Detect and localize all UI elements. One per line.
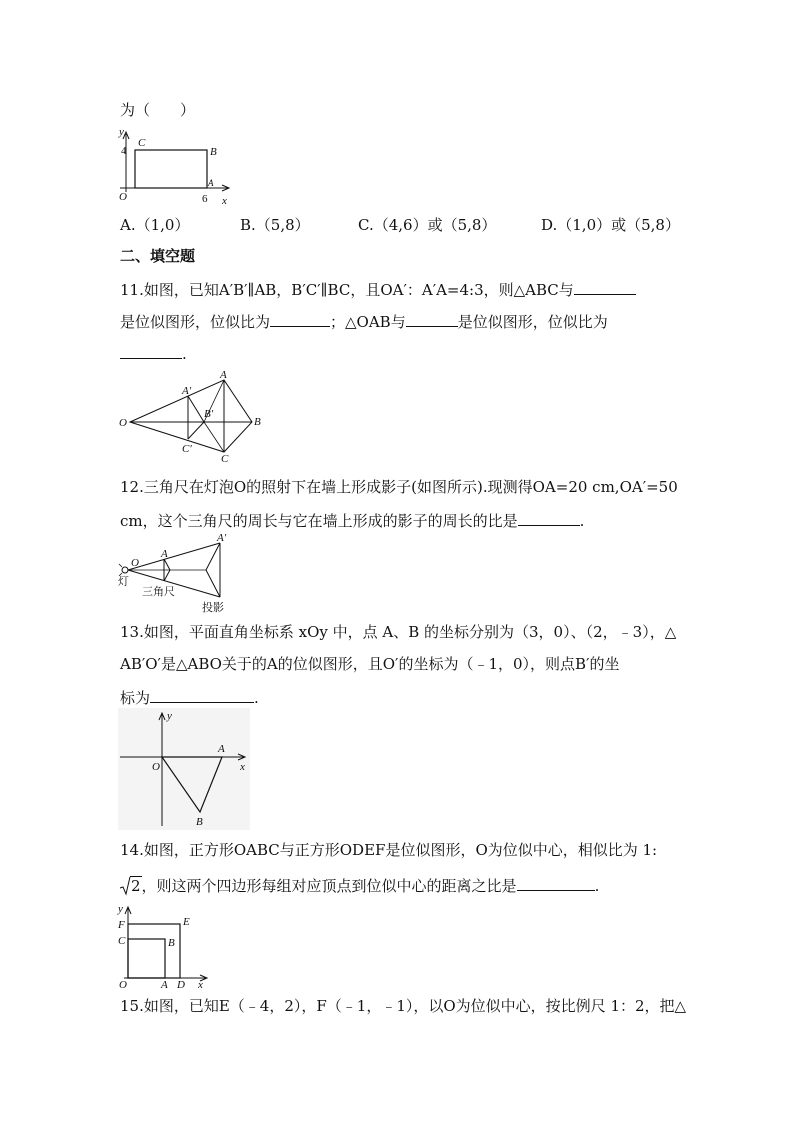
q11-line3 [120, 342, 187, 364]
q13-line2: AB′O′是△ABO关于的A的位似图形，且O′的坐标为（﹣1，0），则点B′的坐 [120, 655, 620, 673]
q10-label-y: y [119, 126, 124, 138]
q11-line2 [120, 310, 608, 332]
q10-label-c: C [138, 137, 146, 149]
q14-text2: ，则这两个四边形每组对应顶点到位似中心的距离之比是 [141, 877, 517, 895]
q12-label-ruler: 三角尺 [142, 586, 175, 598]
q14-label-y: y [118, 903, 123, 915]
q14-sqrt-value: 2 [131, 877, 141, 895]
q10-label-4: 4 [121, 145, 127, 157]
q14-line1: 14.如图，正方形OABC与正方形ODEF是位似图形，O为位似中心，相似比为 1: [120, 841, 658, 859]
q11-label-a-prime: A′ [182, 385, 192, 397]
q14-label-f: F [118, 919, 125, 931]
q14-label-a: A [161, 979, 168, 991]
q14-line2 [120, 874, 599, 896]
q13-label-a: A [218, 743, 225, 755]
q10-label-a: A [208, 178, 214, 188]
q10-label-b: B [210, 146, 217, 158]
q12-text2-end: . [579, 512, 585, 530]
q11-label-b-prime: B′ [204, 408, 214, 420]
q12-label-a: A [161, 548, 168, 560]
q10-figure [116, 126, 236, 208]
q12-label-shadow: 投影 [202, 602, 224, 614]
q12-line2 [120, 509, 584, 531]
q12-label-o: O [131, 557, 139, 569]
q14-label-d: D [177, 979, 185, 991]
q11-line1 [120, 278, 636, 300]
section-title: 二、填空题 [120, 247, 196, 265]
q10-option-d: D.（1,0）或（5,8） [541, 216, 680, 234]
q14-blank[interactable] [517, 874, 595, 891]
q11-label-c-prime: C′ [182, 443, 192, 455]
q14-sqrt [120, 876, 142, 896]
q12-line1: 12.三角尺在灯泡O的照射下在墙上形成影子(如图所示).现测得OA=20 cm,OA′=50 [120, 478, 678, 496]
q10-tail: 为（ ） [120, 101, 196, 119]
q11-text2c: 是位似图形，位似比为 [457, 313, 608, 331]
q13-label-y: y [167, 710, 172, 722]
q11-label-b: B [254, 416, 261, 428]
q13-label-o: O [152, 761, 160, 773]
q14-label-b: B [168, 937, 175, 949]
q12-label-lamp: 灯 [118, 576, 129, 588]
q14-label-c: C [118, 935, 126, 947]
q14-label-e: E [183, 916, 190, 928]
q12-text2: cm，这个三角尺的周长与它在墙上形成的影子的周长的比是 [120, 512, 518, 530]
q10-label-x: x [222, 195, 227, 207]
q11-text2b: ；△OAB与 [330, 313, 406, 331]
q11-blank2[interactable] [270, 310, 330, 327]
q13-figure [118, 708, 250, 830]
q14-label-x: x [198, 979, 203, 991]
q10-option-c: C.（4,6）或（5,8） [358, 216, 497, 234]
q13-blank[interactable] [150, 686, 254, 703]
q14-label-o: O [119, 979, 127, 991]
q13-line3 [120, 686, 259, 708]
q15-line1: 15.如图，已知E（﹣4，2），F（﹣1，﹣1），以O为位似中心，按比例尺 1：2，把△ [120, 997, 687, 1015]
q10-label-o: O [119, 191, 127, 203]
q12-label-a-prime: A′ [217, 532, 227, 544]
q10-option-b: B.（5,8） [240, 216, 310, 234]
q12-figure [116, 533, 246, 613]
q13-label-x: x [240, 761, 245, 773]
q13-text3-end: . [254, 689, 259, 707]
q10-label-6: 6 [202, 193, 208, 205]
q13-label-b: B [196, 816, 203, 828]
q11-label-c: C [221, 453, 229, 465]
q11-text1: 11.如图，已知A′B′∥AB，B′C′∥BC，且OA′：A′A=4:3，则△ABC与 [120, 281, 574, 299]
q14-text2-end: . [594, 877, 600, 895]
q13-text3: 标为 [120, 689, 151, 707]
q13-line1: 13.如图，平面直角坐标系 xOy 中，点 A、B 的坐标分别为（3，0）、（2，﹣3），△ [120, 623, 677, 641]
q11-text2a: 是位似图形，位似比为 [120, 313, 271, 331]
q11-label-o: O [119, 417, 127, 429]
q11-blank4[interactable] [120, 342, 182, 359]
q11-label-a: A [220, 369, 227, 381]
q11-blank1[interactable] [574, 278, 636, 295]
q12-blank[interactable] [518, 509, 580, 526]
q11-blank3[interactable] [406, 310, 458, 327]
q10-option-a: A.（1,0） [120, 216, 190, 234]
q11-figure [116, 369, 266, 465]
q11-text3: . [182, 345, 187, 363]
q14-figure [116, 904, 216, 992]
